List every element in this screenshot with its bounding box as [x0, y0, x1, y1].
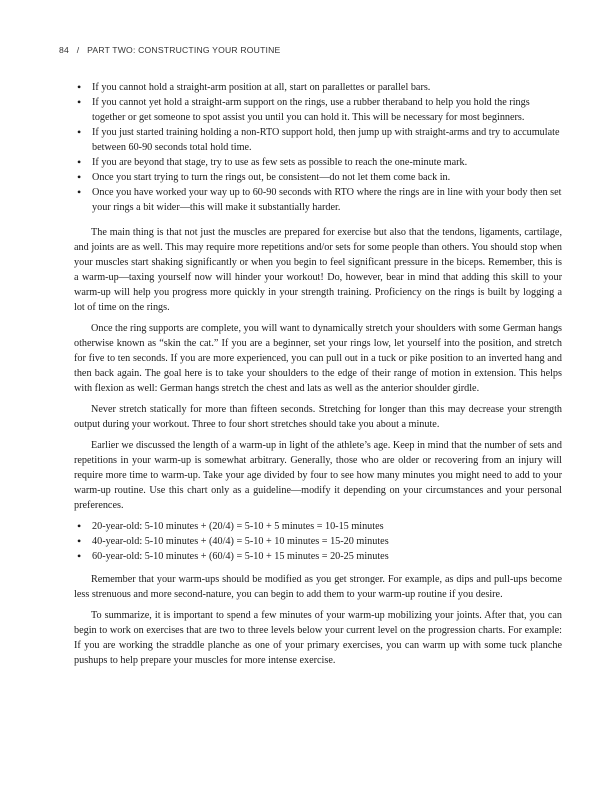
bullet-icon: • — [77, 95, 82, 109]
bullet-icon: • — [77, 125, 82, 139]
paragraph: To summarize, it is important to spend a few minutes of your warm-up mobilizing your joints. After that, you can begin to work on exercises that are two to three levels below your current level on the progression charts. For example: If you are working the straddle planche as one of your primary exercises, you can warm up with some tuck planche pushups to help prepare your muscles for more intense exercise. — [74, 610, 562, 666]
list-item: • If you are beyond that stage, try to use as few sets as possible to reach the one-minute mark. — [77, 155, 468, 169]
paragraph: Never stretch statically for more than fifteen seconds. Stretching for longer than this may decrease your strength output during your workout. Three to four short stretches should take you about a minute. — [74, 404, 562, 430]
paragraph: The main thing is that not just the muscles are prepared for exercise but also that the tendons, ligaments, cartilage, and joints are as well. This may require more repetitions and/or sets for some people than others. You should stop when your muscles start shaking significantly or when you begin to feel significant pressure in the biceps. Remember, this is a warm-up—taxing yourself now will hinder your workout! Do, however, bear in mind that adding this skill to your warm-up will help you progress more quickly in your strength training. Proficiency on the rings is built by logging a lot of time on the rings. — [74, 227, 562, 313]
running-header — [59, 45, 280, 55]
bullet-icon: • — [77, 155, 82, 169]
list-item: • 20-year-old: 5-10 minutes + (20/4) = 5-10 + 5 minutes = 10-15 minutes — [77, 519, 384, 533]
bullet-icon: • — [77, 185, 82, 199]
list-item: • Once you have worked your way up to 60-90 seconds with RTO where the rings are in line with your body then set your rings a bit wider—this will make it substantially harder. — [77, 185, 562, 213]
bullet-list-ages — [77, 519, 562, 564]
bullet-list-training — [77, 80, 562, 215]
bullet-icon: • — [77, 549, 82, 563]
paragraph: Once the ring supports are complete, you will want to dynamically stretch your shoulders with some German hangs otherwise known as “skin the cat.” If you are a beginner, set your rings low, let yourself into the position, and stretch for five to ten seconds. If you are more experienced, you can pull out in a tuck or pike position to an inverted hang and then back again. The goal here is to take your shoulders to the edge of their range of motion in extension. This helps with flexion as well: German hangs stretch the chest and lats as well as the anterior shoulder girdle. — [74, 323, 562, 394]
bullet-icon: • — [77, 170, 82, 184]
list-item: • 60-year-old: 5-10 minutes + (60/4) = 5-10 + 15 minutes = 20-25 minutes — [77, 549, 389, 563]
list-item: • If you cannot yet hold a straight-arm support on the rings, use a rubber theraband to help you hold the rings together or get someone to spot assist you until you can hold it. This will be necessary for most beginners. — [77, 95, 530, 123]
list-item: • If you cannot hold a straight-arm position at all, start on parallettes or parallel bars. — [77, 80, 431, 94]
bullet-icon: • — [77, 534, 82, 548]
header-separator: / — [76, 45, 80, 55]
paragraph: Remember that your warm-ups should be modified as you get stronger. For example, as dips and pull-ups become less strenuous and more second-nature, you can begin to add them to your warm-up routine if you desire. — [74, 574, 562, 600]
page-number: 84 — [59, 45, 69, 55]
list-item: • If you just started training holding a non-RTO support hold, then jump up with straight-arms and try to accumulate between 60-90 seconds total hold time. — [77, 125, 560, 153]
list-item: • 40-year-old: 5-10 minutes + (40/4) = 5-10 + 10 minutes = 15-20 minutes — [77, 534, 389, 548]
bullet-icon: • — [77, 80, 82, 94]
paragraph: Earlier we discussed the length of a warm-up in light of the athlete’s age. Keep in mind that the number of sets and repetitions in your warm-up is somewhat arbitrary. Generally, those who are older or recovering from an injury will require more time to warm-up. Take your age divided by four to see how many minutes you might need to add to your warm-up routine. Use this chart only as a guideline—modify it depending on your circumstances and your personal preferences. — [74, 440, 562, 511]
list-item: • Once you start trying to turn the rings out, be consistent—do not let them come back in. — [77, 170, 451, 184]
section-title: PART TWO: CONSTRUCTING YOUR ROUTINE — [87, 45, 281, 55]
bullet-icon: • — [77, 519, 82, 533]
body-text — [74, 80, 562, 674]
